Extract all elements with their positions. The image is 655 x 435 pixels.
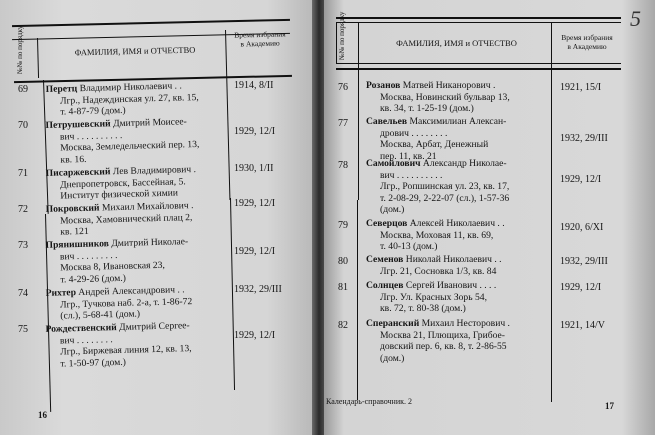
entry-number: 69: [18, 84, 28, 95]
entry-given-names: Сергей Иванович . . . .: [403, 280, 497, 291]
entry-given-names: Андрей Александрович . .: [75, 284, 185, 299]
entry-number: 81: [338, 282, 348, 293]
entry-detail-line: Москва, Земледельческий пер. 13,: [60, 138, 200, 154]
entry-detail-line: Москва, Моховая 11, кв. 69,: [380, 229, 494, 241]
right-page: [324, 0, 655, 435]
entry-first-line: [366, 80, 495, 91]
entry-number: 75: [18, 324, 28, 335]
entry-text: [46, 200, 195, 238]
name-column-header: ФАМИЛИЯ, ИМЯ и ОТЧЕСТВО: [396, 38, 517, 48]
entry-detail-line: Лгр., Тучкова наб. 2-а, т. 1-86-72: [59, 295, 193, 311]
entry-surname: Северцов: [366, 218, 408, 229]
header-column-divider: [37, 38, 39, 78]
election-date: 1921, 14/V: [560, 320, 605, 331]
election-date: 1932, 29/III: [560, 133, 608, 144]
entry-text: [366, 158, 509, 216]
entry-surname: Самойлович: [366, 158, 421, 169]
entry-detail-line: Лгр., Биржевая линия 12, кв. 13,: [60, 343, 192, 358]
election-date: 1920, 6/XI: [560, 222, 604, 233]
entry-given-names: Дмитрий Николае-: [108, 236, 189, 250]
entry-first-line: [366, 318, 510, 329]
entry-detail-line: (сл.), 5-68-41 (дом.): [60, 308, 141, 322]
election-date: 1914, 8/II: [234, 80, 274, 91]
entry-first-line: [366, 218, 505, 229]
entry-text: [366, 80, 510, 115]
entry-text: [366, 116, 506, 162]
entry-detail-line: вич . . . . . . . . .: [59, 249, 118, 263]
entry-detail-line: (дом.): [380, 352, 405, 364]
date-header-line1: Время избрания: [561, 33, 613, 42]
entry-detail-line: дрович . . . . . . . .: [380, 127, 448, 139]
entry-given-names: Алексей Николаевич . .: [407, 218, 505, 229]
entry-surname: Рихтер: [45, 287, 77, 299]
election-date: 1932, 29/III: [560, 256, 608, 267]
election-date: 1929, 12/I: [560, 174, 602, 185]
date-column-rule: [551, 22, 552, 402]
footer-text: Календарь-справочник. 2: [326, 397, 412, 406]
entry-text: [366, 218, 505, 253]
entry-first-line: [366, 254, 502, 265]
election-date: 1930, 1/II: [234, 163, 274, 174]
entry-detail-line: Москва, Арбат, Денежный: [380, 139, 489, 150]
entry-given-names: Матвей Никанорович .: [400, 80, 496, 91]
entry-surname: Солнцев: [366, 280, 404, 291]
entry-detail-line: Лгр. 21, Сосновка 1/3, кв. 84: [380, 265, 497, 277]
entry-detail-line: Москва, Хамовнический плац 2,: [59, 211, 193, 227]
entry-number: 73: [18, 240, 28, 251]
election-date: 1929, 12/I: [234, 198, 276, 209]
election-date: 1929, 12/I: [234, 330, 276, 341]
entry-detail-line: пер. 11, кв. 21: [380, 150, 437, 162]
entry-text: [45, 320, 192, 370]
entry-text: [46, 164, 197, 202]
entry-given-names: Дмитрий Моисее-: [110, 116, 187, 130]
entry-given-names: Лев Владимирович .: [110, 164, 197, 178]
header-top-rule: [336, 17, 621, 19]
page-number: 16: [38, 410, 47, 420]
num-column-rule-lower: [357, 200, 358, 400]
entry-text: [45, 116, 199, 166]
entry-text: [366, 280, 496, 315]
entry-detail-line: Лгр. Ул. Красных Зорь 54,: [380, 291, 487, 303]
entry-detail-line: вич . . . . . . . . . .: [59, 129, 123, 143]
num-column-rule: [358, 22, 359, 200]
name-column-header: ФАМИЛИЯ, ИМЯ и ОТЧЕСТВО: [74, 44, 196, 58]
election-date: 1929, 12/I: [234, 246, 276, 257]
entry-surname: Петрушевский: [45, 118, 111, 132]
handwritten-mark: 5: [630, 6, 641, 31]
entry-detail-line: т. 1-50-97 (дом.): [60, 356, 126, 370]
entry-surname: Покровский: [45, 202, 100, 215]
entry-detail-line: кв. 72, т. 80-38 (дом.): [380, 303, 466, 314]
entry-surname: Писаржевский: [45, 166, 111, 179]
entry-detail-line: т. 4-87-79 (дом.): [60, 104, 126, 118]
header-bottom-rule: [336, 68, 621, 70]
entry-detail-line: Москва, Новинский бульвар 13,: [380, 91, 510, 103]
entry-surname: Перетц: [45, 83, 78, 96]
entry-number: 82: [338, 320, 348, 331]
entry-detail-line: Москва 8, Ивановская 23,: [60, 259, 166, 274]
entry-number: 71: [18, 168, 28, 179]
entry-given-names: Александр Николае-: [420, 158, 507, 169]
entry-given-names: Дмитрий Сергее-: [116, 320, 190, 334]
page-number: 17: [605, 401, 614, 411]
entry-surname: Рождественский: [45, 322, 117, 335]
entry-detail-line: кв. 16.: [60, 153, 87, 166]
entry-given-names: Михаил Несторович .: [419, 318, 510, 329]
entry-detail-line: Лгр., Надеждинская ул. 27, кв. 15,: [59, 91, 199, 107]
entry-number: 74: [18, 288, 28, 299]
election-date: 1932, 29/III: [234, 284, 282, 295]
header-top-rule: [12, 19, 290, 27]
entry-first-line: [366, 116, 506, 127]
entry-surname: Сперанский: [366, 318, 420, 329]
date-column-header: [226, 29, 294, 49]
entry-detail-line: кв. 121: [60, 225, 89, 238]
header-left-rule: [336, 22, 337, 64]
entry-number: 78: [338, 160, 348, 171]
entry-first-line: [366, 280, 496, 291]
entry-surname: Прянишников: [45, 238, 110, 251]
entry-given-names: Михаил Михайлович .: [99, 200, 194, 214]
entry-detail-line: вич . . . . . . . .: [59, 333, 113, 347]
entry-number: 76: [338, 82, 348, 93]
entry-number: 70: [18, 120, 28, 131]
entry-surname: Савельев: [366, 116, 408, 127]
election-date: 1929, 12/I: [234, 126, 276, 137]
date-column-rule: [225, 30, 230, 200]
entry-surname: Розанов: [366, 80, 401, 91]
entry-detail-line: довский пер. 6, кв. 8, т. 2-86-55: [380, 341, 507, 352]
entry-number: 80: [338, 256, 348, 267]
entry-number: 72: [18, 204, 28, 215]
entry-detail-line: Москва 21, Плющиха, Грибое-: [380, 329, 505, 341]
entry-surname: Семенов: [366, 254, 404, 265]
left-page: [0, 0, 314, 435]
date-header-line1: Время избрания: [234, 29, 286, 40]
entry-first-line: [366, 158, 507, 169]
entry-given-names: Владимир Николаевич . .: [77, 80, 182, 95]
entry-detail-line: Лгр., Ропшинская ул. 23, кв. 17,: [380, 181, 510, 192]
entry-detail-line: вич . . . . . . . . . .: [380, 169, 443, 181]
entry-text: [46, 80, 200, 118]
date-header-line2: в Академию: [240, 38, 280, 49]
election-date: 1921, 15/I: [560, 82, 602, 93]
header-lower-rule: [336, 63, 621, 64]
entry-number: 79: [338, 220, 348, 231]
entry-detail-line: т. 4-29-26 (дом.): [60, 272, 126, 285]
entry-detail-line: т. 2-08-29, 2-22-07 (сл.), 1-57-36: [380, 192, 510, 204]
entry-text: [46, 284, 193, 322]
entry-given-names: Максимилиан Алексан-: [407, 116, 507, 127]
entry-detail-line: т. 40-13 (дом.): [380, 241, 438, 252]
entry-text: [45, 236, 189, 286]
entry-given-names: Николай Николаевич . .: [403, 254, 502, 265]
entry-number: 77: [338, 118, 348, 129]
entry-detail-line: (дом.): [380, 204, 405, 215]
date-column-header: [552, 33, 622, 51]
date-header-line2: в Академию: [567, 42, 607, 51]
entry-text: [366, 254, 502, 277]
num-column-header: №№ по порядку: [338, 11, 346, 60]
entry-detail-line: кв. 34, т. 1-25-19 (дом.): [380, 103, 474, 114]
entry-detail-line: Институт физической химии: [60, 187, 179, 202]
num-column-header: №№ по порядку: [16, 25, 24, 74]
election-date: 1929, 12/I: [560, 282, 602, 293]
entry-detail-line: Днепропетровск, Бассейная, 5.: [59, 175, 186, 191]
header-rule: [336, 22, 621, 23]
entry-text: [366, 318, 510, 364]
